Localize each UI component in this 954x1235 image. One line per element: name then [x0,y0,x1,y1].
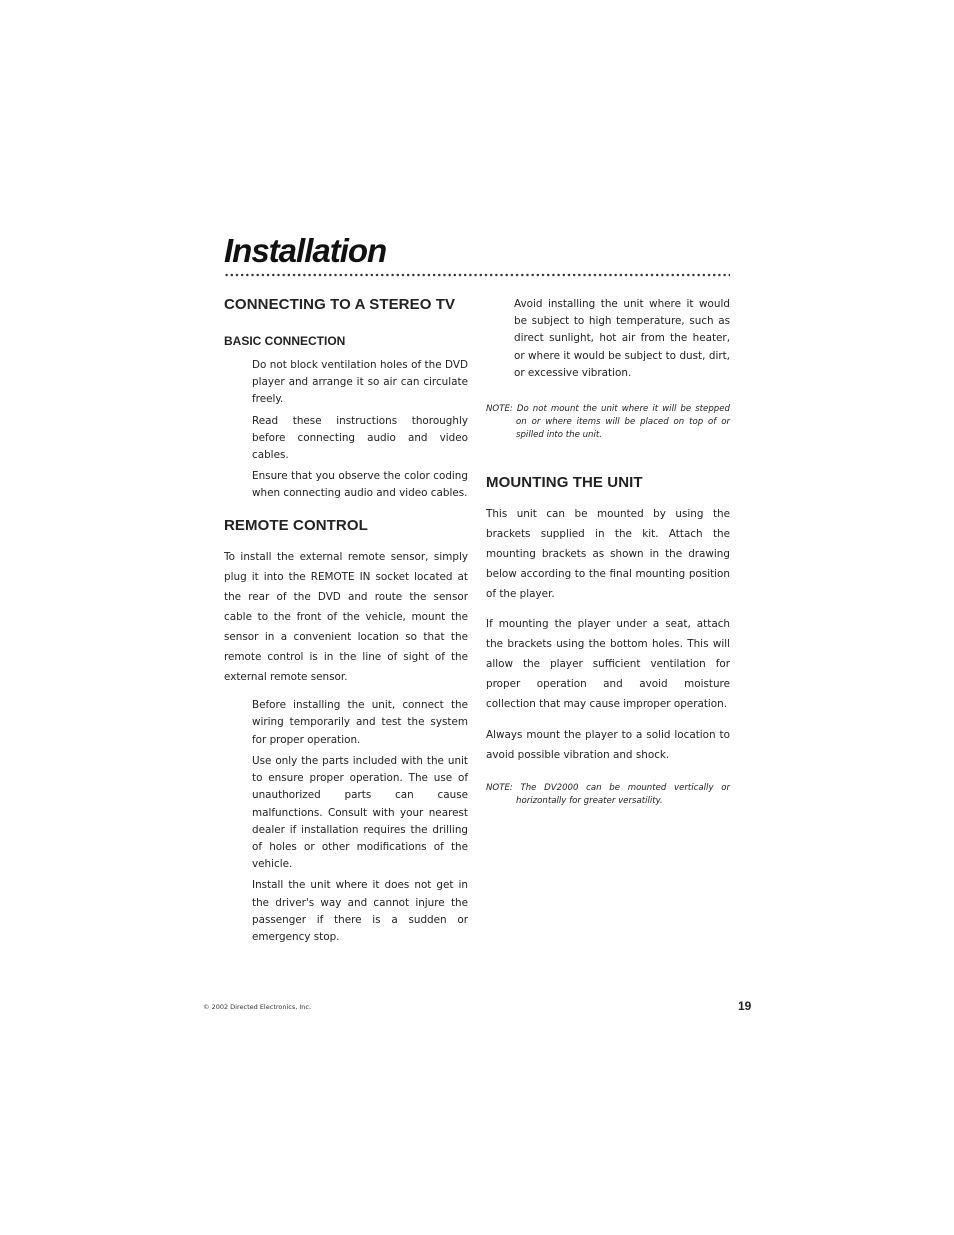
section-heading-mounting: MOUNTING THE UNIT [486,473,643,491]
remote-item-1: Before installing the unit, connect the wiring temporarily and test the system for proper operation. [252,699,468,746]
basic-item-1: Do not block ventilation holes of the DVD player and arrange it so air can circulate freely. [252,359,468,406]
dotted-divider [224,273,730,277]
mount-paragraph-2: If mounting the player under a seat, attach the brackets using the bottom holes. This will allow the player sufficient ventilation for proper operation and avoid moisture collection that may cause improper operation. [486,618,730,711]
footer-copyright: © 2002 Directed Electronics, Inc. [203,1003,312,1011]
note-1: NOTE: Do not mount the unit where it will be stepped on or where items will be placed on top of or spilled into the unit. [486,404,730,441]
mount-paragraph-3: Always mount the player to a solid location to avoid possible vibration and shock. [486,728,730,761]
note-2: NOTE: The DV2000 can be mounted vertically or horizontally for greater versatility. [486,782,730,806]
page-title: Installation [224,232,387,269]
basic-item-3: Ensure that you observe the color coding when connecting audio and video cables. [252,470,468,500]
subsection-heading-basic-connection: BASIC CONNECTION [224,334,346,348]
mount-paragraph-1: This unit can be mounted by using the brackets supplied in the kit. Attach the mounting brackets as shown in the drawing below according to the final mounting position of the player. [486,507,730,600]
page-number: 19 [738,999,752,1013]
remote-paragraph: To install the external remote sensor, simply plug it into the REMOTE IN socket located at the rear of the DVD and route the sensor cable to the front of the vehicle, mount the sensor in a convenient location so that the remote control is in the line of sight of the external remote sensor. [224,550,468,684]
remote-item-2: Use only the parts included with the unit to ensure proper operation. The use of unauthorized parts can cause malfunctions. Consult with your nearest dealer if installation requires the drilling of holes or other modifications of the vehicle. [252,754,468,871]
remote-item-3: Install the unit where it does not get in the driver's way and cannot injure the passenger if there is a sudden or emergency stop. [252,879,468,943]
right-column [486,296,730,808]
section-heading-stereo-tv: CONNECTING TO A STEREO TV [224,296,456,313]
avoid-item: Avoid installing the unit where it would be subject to high temperature, such as direct sunlight, hot air from the heater, or where it would be subject to dust, dirt, or excessive vibration. [514,298,730,379]
basic-item-2: Read these instructions thoroughly before connecting audio and video cables. [252,414,468,462]
left-column [224,296,468,946]
section-heading-remote-control: REMOTE CONTROL [224,516,368,534]
